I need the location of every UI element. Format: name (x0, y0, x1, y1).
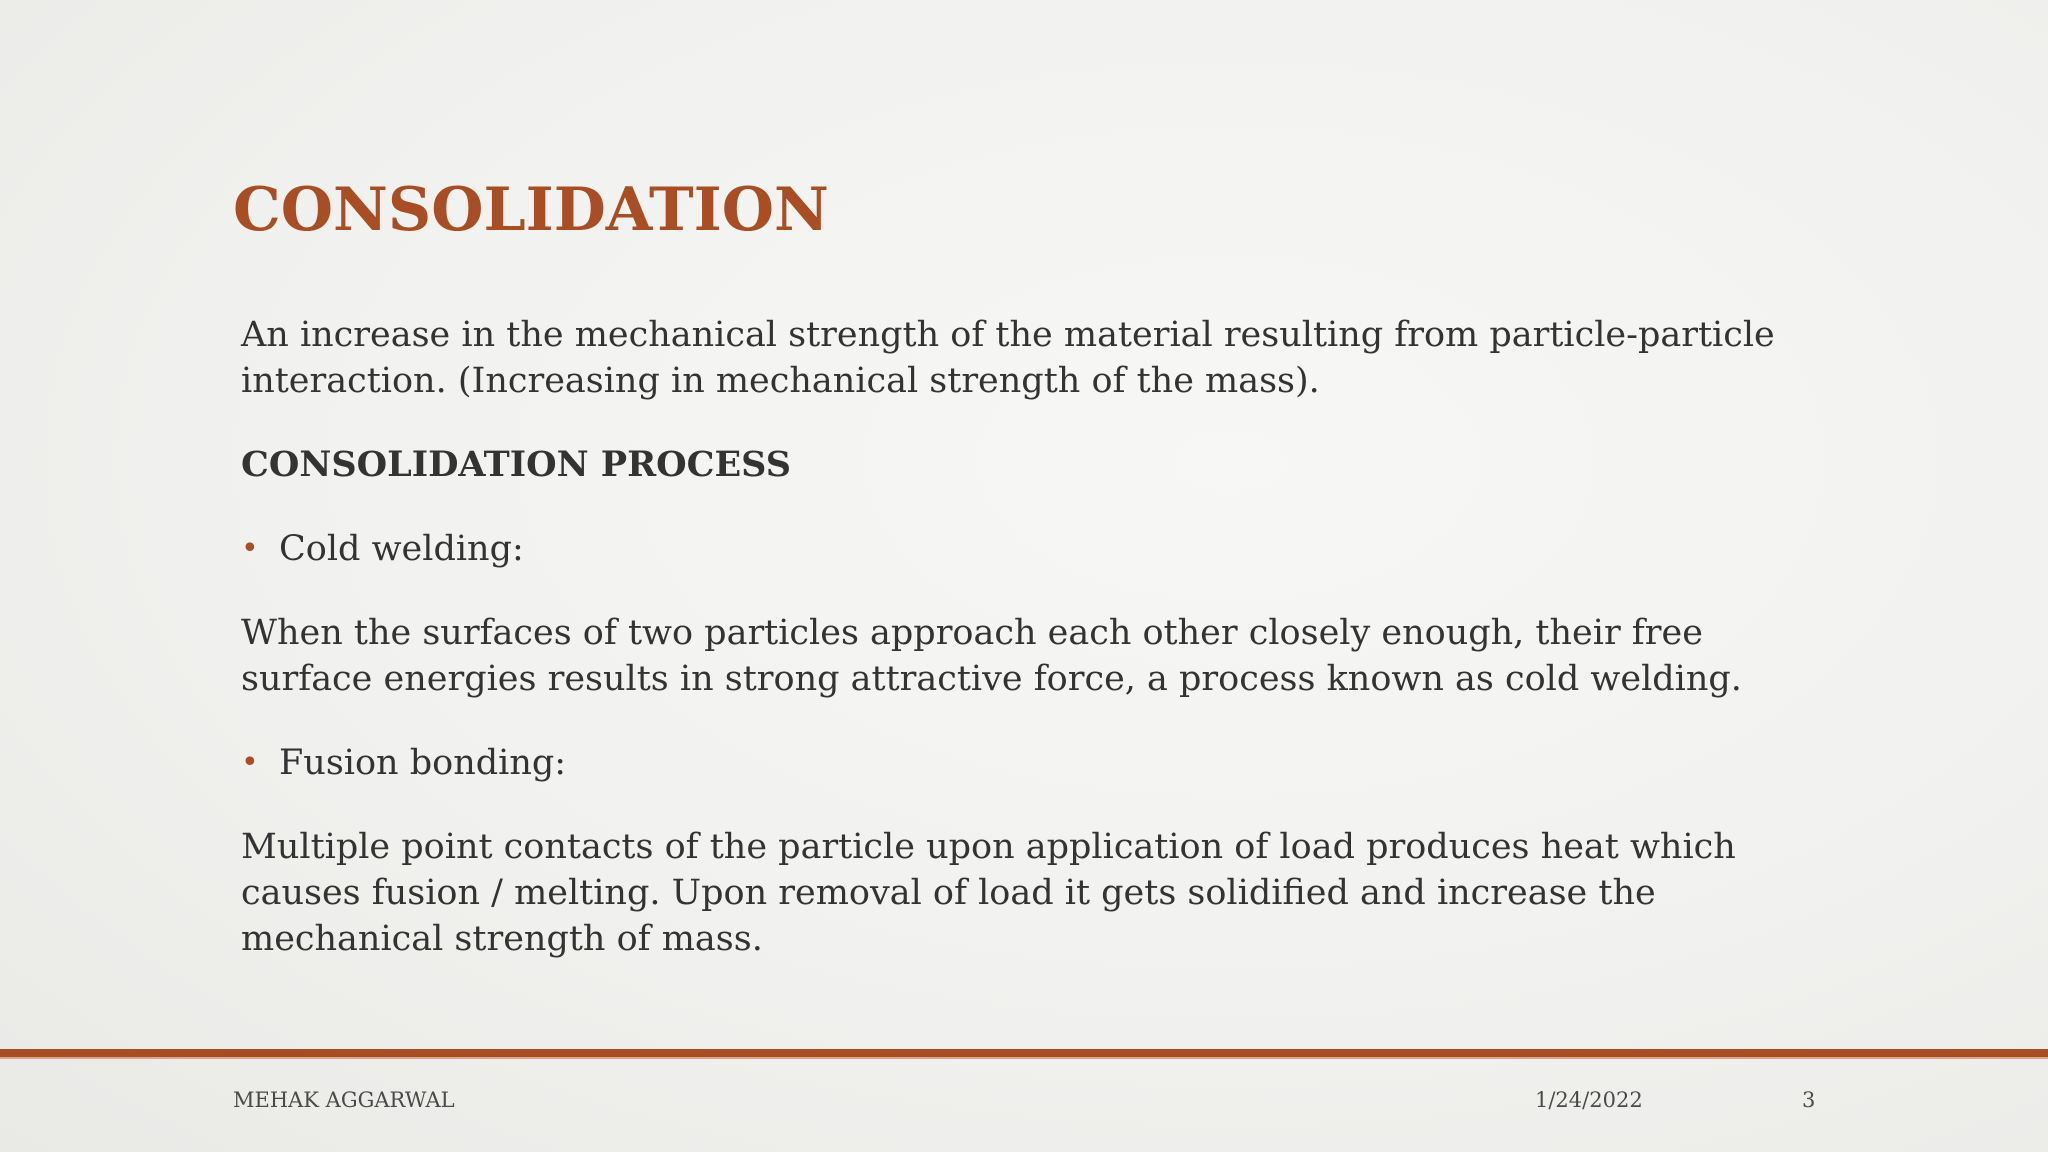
bullet-item-cold-welding (241, 526, 1801, 572)
process-heading: CONSOLIDATION PROCESS (241, 444, 791, 485)
cold-welding-description: When the surfaces of two particles approach each other closely enough, their free surface energies results in strong attractive force, a process known as cold welding. (241, 613, 1742, 699)
bullet-marker: • (241, 745, 259, 780)
footer-divider-shadow (0, 1057, 2048, 1059)
slide-number: 3 (1802, 1088, 1816, 1112)
footer-divider (0, 1049, 2048, 1057)
bullet-label: Fusion bonding: (279, 743, 567, 783)
footer-date: 1/24/2022 (1535, 1088, 1643, 1112)
slide-title: CONSOLIDATION (233, 175, 829, 245)
slide-body (241, 312, 1801, 1000)
bullet-label: Cold welding: (279, 529, 524, 569)
fusion-bonding-description: Multiple point contacts of the particle upon application of load produces heat which causes fusion / melting. Upon removal of load it gets solidified and increase the mechanical strength of mass. (241, 827, 1736, 959)
bullet-marker: • (241, 531, 259, 566)
footer-author: MEHAK AGGARWAL (233, 1088, 455, 1112)
bullet-item-fusion-bonding (241, 740, 1801, 786)
definition-text: An increase in the mechanical strength of the material resulting from particle-particle interaction. (Increasing in mechanical strength of the mass). (241, 315, 1775, 401)
